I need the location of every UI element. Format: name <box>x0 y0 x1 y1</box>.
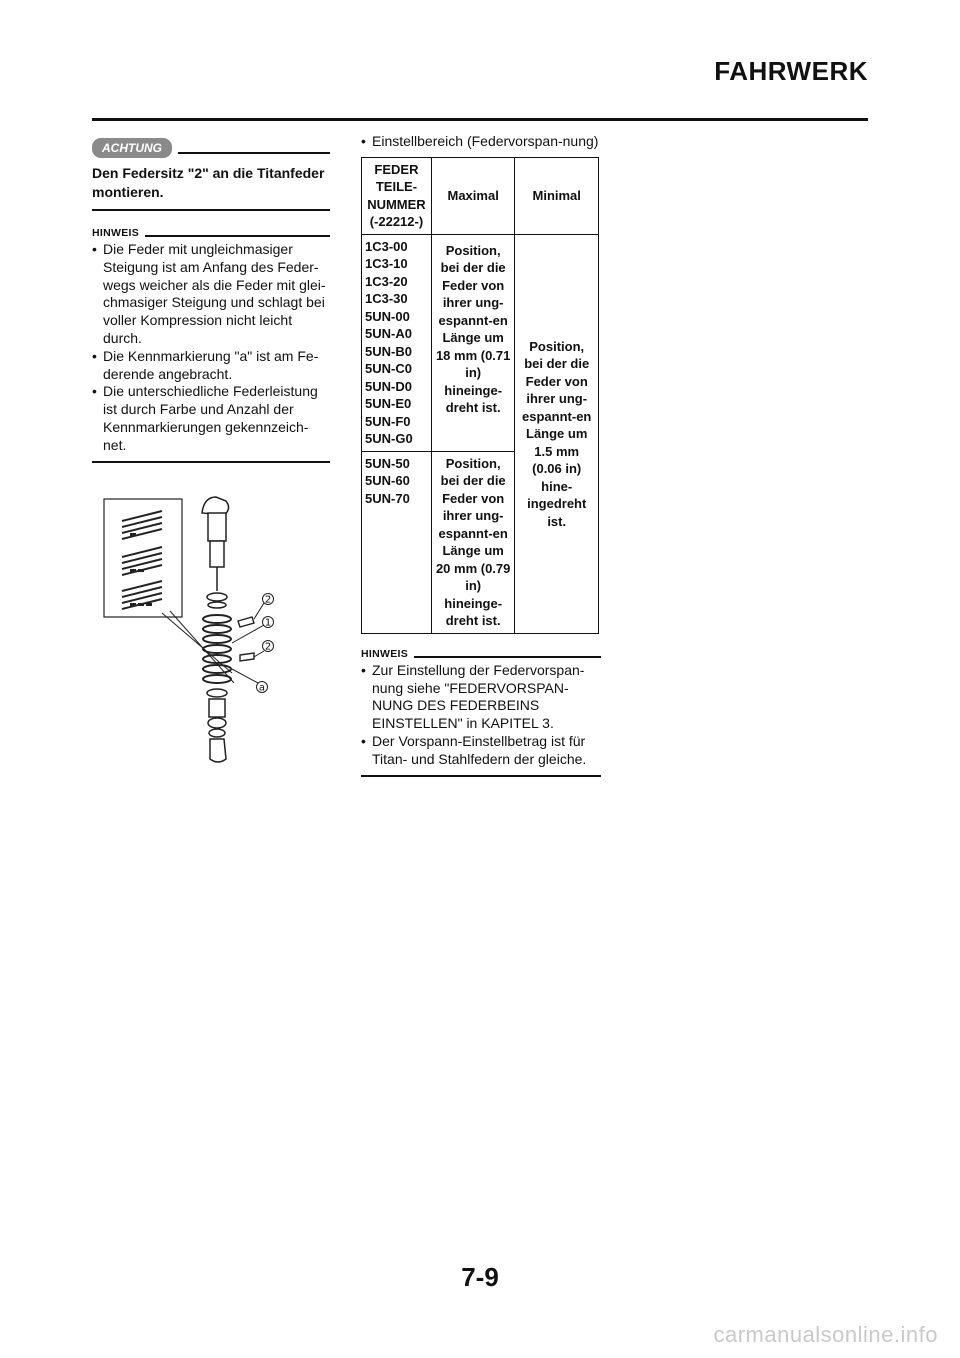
note-end-rule <box>361 775 601 777</box>
callout-label: a <box>258 682 266 694</box>
shock-absorber-figure <box>92 473 330 773</box>
min-value <box>515 234 599 633</box>
part-number: 5UN-F0 <box>365 413 411 429</box>
caution-badge: ACHTUNG <box>92 138 172 158</box>
part-number: 5UN-A0 <box>365 326 412 342</box>
shock-body <box>202 497 229 608</box>
part-number: 1C3-30 <box>365 291 408 307</box>
part-numbers-group-1 <box>362 234 432 451</box>
adjust-list <box>361 133 601 151</box>
part-number: 5UN-50 <box>365 455 410 471</box>
note-list <box>361 662 601 769</box>
preload-spec-table <box>361 157 599 634</box>
part-number: 5UN-C0 <box>365 361 412 377</box>
note-header <box>92 223 330 239</box>
note-item: • Die unterschiedliche Federleistung ist durch Farbe und Anzahl der Kennmarkierungen gekennzeich-net. <box>92 383 330 454</box>
max-value-text: Position, bei der die Feder von ihrer ung-espannt-en Länge um 20 mm (0.79 in) hineinge-dreht ist. <box>435 455 511 629</box>
max-value-group-1 <box>431 234 515 451</box>
part-number: 5UN-70 <box>365 490 410 506</box>
part-number: 5UN-00 <box>365 308 410 324</box>
table-row <box>362 234 599 451</box>
callout-label: 2 <box>264 641 272 653</box>
callout-label: 2 <box>264 594 272 606</box>
part-number: 5UN-60 <box>365 473 410 489</box>
note-header-line <box>414 656 601 658</box>
caution-header-line <box>178 152 330 154</box>
col-header-max: Maximal <box>431 157 515 234</box>
max-value-group-2 <box>431 451 515 633</box>
note-item: • Die Feder mit ungleichmasiger Steigung ist am Anfang des Feder-wegs weicher als die Feder mit glei-chmasiger Steigung und schlagt bei voller Kompression nicht leicht durch. <box>92 241 330 348</box>
page-number: 7-9 <box>461 1262 499 1292</box>
note-label: HINWEIS <box>92 227 140 239</box>
part-number: 5UN-G0 <box>365 431 413 447</box>
caution-end-rule <box>92 209 330 211</box>
caution-header <box>92 136 330 160</box>
page-title: FAHRWERK <box>714 56 868 86</box>
note-list <box>92 241 330 455</box>
note-item: • Die Kennmarkierung "a" ist am Fe-derende angebracht. <box>92 348 330 384</box>
part-number: 5UN-B0 <box>365 343 412 359</box>
part-number: 5UN-E0 <box>365 396 412 412</box>
part-number: 1C3-00 <box>365 238 408 254</box>
header-rule <box>92 118 868 121</box>
part-numbers-group-2 <box>362 451 432 633</box>
spring-coil <box>203 615 231 683</box>
part-number: 1C3-10 <box>365 256 408 272</box>
note-header-line <box>145 235 330 237</box>
note-header <box>361 644 601 660</box>
note-item: • Der Vorspann-Einstellbetrag ist für Titan- und Stahlfedern der gleiche. <box>361 733 601 769</box>
part-number: 5UN-D0 <box>365 378 412 394</box>
note-item: • Zur Einstellung der Federvorspan-nung siehe "FEDERVORSPAN-NUNG DES FEDERBEINS EINSTELLEN" in KAPITEL 3. <box>361 662 601 733</box>
adjust-item: • Einstellbereich (Federvorspan-nung) <box>361 133 601 151</box>
spring-variants <box>122 511 162 609</box>
col-header-part: FEDER TEILE-NUMMER (-22212-) <box>362 157 432 234</box>
max-value-text: Position, bei der die Feder von ihrer ung-espannt-en Länge um 18 mm (0.71 in) hineinge-dreht ist. <box>435 242 511 416</box>
watermark: carmanualsonline.info <box>713 1322 938 1347</box>
middle-column <box>361 133 601 777</box>
min-value-text: Position, bei der die Feder von ihrer ung-espannt-en Länge um 1.5 mm (0.06 in) hine-ingedreht ist. <box>522 338 592 529</box>
left-column <box>92 136 330 773</box>
part-number: 1C3-20 <box>365 273 408 289</box>
shock-spring-illustration <box>92 473 330 773</box>
table-header-row <box>362 157 599 234</box>
note-label: HINWEIS <box>361 647 409 660</box>
note-end-rule <box>92 461 330 463</box>
callout-label: 1 <box>264 617 272 629</box>
col-header-min: Minimal <box>515 157 599 234</box>
caution-text: Den Federsitz "2" an die Titanfeder montieren. <box>92 165 325 200</box>
